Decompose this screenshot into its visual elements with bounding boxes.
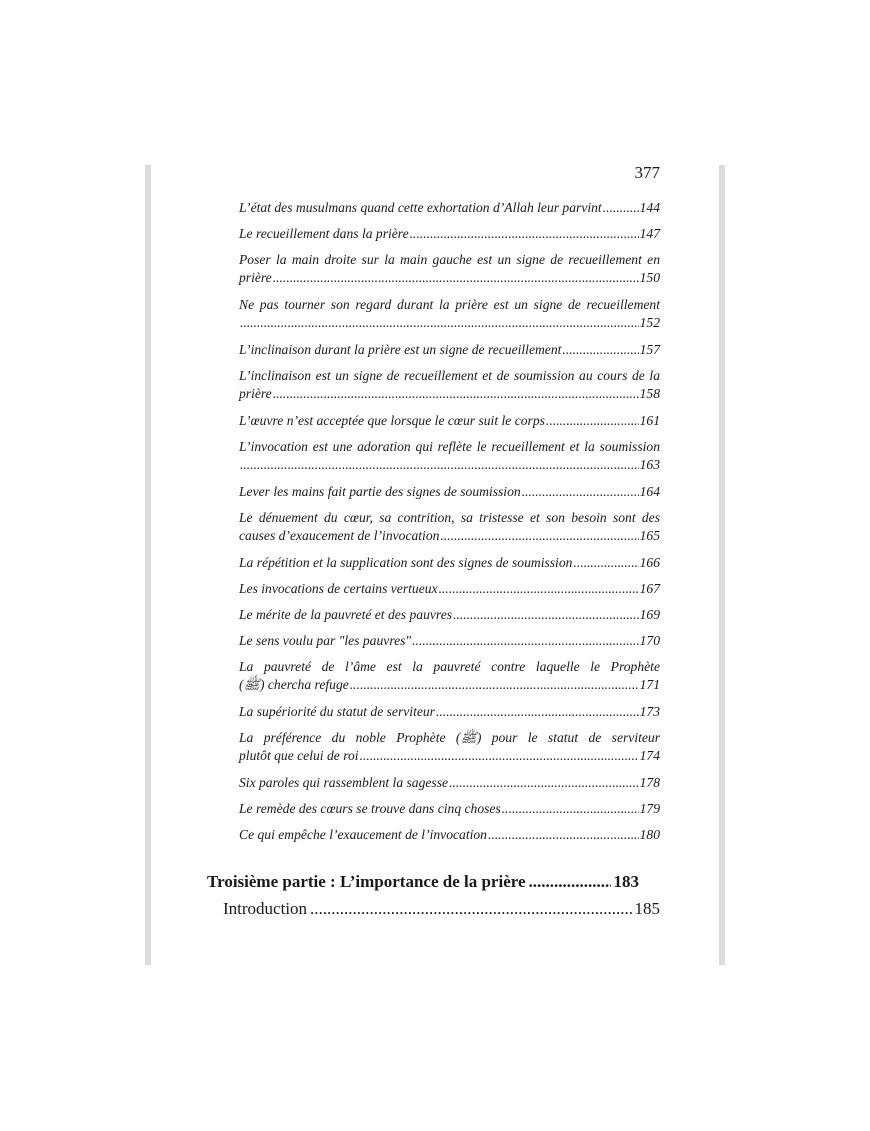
leader-dots	[562, 341, 638, 359]
toc-entry[interactable]	[239, 774, 660, 800]
toc-entry-title-line: Le sens voulu par "les pauvres"	[239, 633, 412, 648]
toc-entry[interactable]	[239, 800, 660, 826]
toc-entry-title-line: causes d’exaucement de l’invocation	[239, 528, 440, 543]
toc-entry-title-line: Poser la main droite sur la main gauche est un signe de recueillement en	[239, 252, 660, 267]
toc-entry-page: 167	[639, 581, 660, 596]
toc-entry-page: 157	[639, 342, 660, 357]
leader-dots	[240, 314, 639, 332]
toc-entry-page: 163	[639, 457, 660, 472]
toc-entry-page: 170	[639, 633, 660, 648]
toc-entry[interactable]	[239, 251, 660, 296]
leader-dots	[350, 676, 639, 694]
toc-entry-title-line: L’invocation est une adoration qui reflète le recueillement et la soumission	[239, 439, 660, 454]
toc-entry-page: 180	[639, 827, 660, 842]
section-page: 183	[613, 872, 639, 891]
toc-entry-page: 158	[639, 386, 660, 401]
toc-entry-title-line: Le mérite de la pauvreté et des pauvres	[239, 607, 453, 622]
leader-dots	[603, 199, 639, 217]
leader-dots	[440, 527, 638, 545]
toc-entry[interactable]	[239, 199, 660, 225]
leader-dots	[273, 385, 639, 403]
toc-entry-page: 164	[639, 484, 660, 499]
toc-entry[interactable]	[239, 225, 660, 251]
toc-entry-title-line: Lever les mains fait partie des signes de soumission	[239, 484, 521, 499]
toc-entry-page: 174	[639, 748, 660, 763]
toc-entry[interactable]	[239, 509, 660, 554]
leader-dots	[410, 225, 639, 243]
toc-entry[interactable]	[239, 296, 660, 341]
leader-dots	[240, 456, 639, 474]
introduction-page: 185	[634, 899, 660, 918]
section-heading[interactable]	[207, 871, 639, 893]
page-edge-right	[719, 165, 725, 965]
toc-entry-page: 179	[639, 801, 660, 816]
leader-dots	[439, 580, 639, 598]
toc-entry[interactable]	[239, 367, 660, 412]
leader-dots	[529, 871, 611, 893]
toc-entry-page: 147	[639, 226, 660, 241]
toc-entry-page: 144	[639, 200, 660, 215]
leader-dots	[310, 898, 631, 920]
table-of-contents	[239, 199, 660, 852]
toc-entry[interactable]	[239, 554, 660, 580]
page-edge-left	[145, 165, 151, 965]
toc-entry-page: 165	[639, 528, 660, 543]
toc-entry-page: 150	[639, 270, 660, 285]
toc-entry-title-line: L’œuvre n’est acceptée que lorsque le cœur suit le corps	[239, 413, 545, 428]
toc-entry[interactable]	[239, 658, 660, 703]
toc-entry[interactable]	[239, 412, 660, 438]
toc-entry-page: 166	[639, 555, 660, 570]
toc-entry-page: 171	[639, 677, 660, 692]
toc-entry-page: 161	[639, 413, 660, 428]
toc-entry-title-line: La répétition et la supplication sont des signes de soumission	[239, 555, 573, 570]
toc-entry-title-line: Six paroles qui rassemblent la sagesse	[239, 775, 449, 790]
leader-dots	[360, 747, 639, 765]
leader-dots	[273, 269, 639, 287]
leader-dots	[412, 632, 638, 650]
toc-entry[interactable]	[239, 438, 660, 483]
toc-entry-title-line: L’état des musulmans quand cette exhortation d’Allah leur parvint	[239, 200, 602, 215]
leader-dots	[449, 774, 639, 792]
leader-dots	[453, 606, 639, 624]
toc-entry[interactable]	[239, 341, 660, 367]
toc-entry-title-line: prière	[239, 386, 272, 401]
toc-entry-title-line: La pauvreté de l’âme est la pauvreté contre laquelle le Prophète	[239, 659, 660, 674]
introduction-entry[interactable]	[223, 898, 660, 920]
section-title: Troisième partie : L’importance de la prière	[207, 872, 526, 891]
toc-entry-page: 169	[639, 607, 660, 622]
toc-entry-title-line: L’inclinaison est un signe de recueillement et de soumission au cours de la	[239, 368, 660, 383]
toc-entry-title-line: Ce qui empêche l’exaucement de l’invocation	[239, 827, 487, 842]
toc-entry-page: 173	[639, 704, 660, 719]
toc-entry-title-line: plutôt que celui de roi	[239, 748, 359, 763]
leader-dots	[522, 483, 639, 501]
toc-entry-title-line: Le remède des cœurs se trouve dans cinq choses	[239, 801, 501, 816]
page-number: 377	[634, 163, 660, 182]
introduction-title: Introduction	[223, 899, 308, 918]
leader-dots	[573, 554, 638, 572]
toc-entry[interactable]	[239, 483, 660, 509]
leader-dots	[546, 412, 639, 430]
toc-entry[interactable]	[239, 703, 660, 729]
toc-entry[interactable]	[239, 826, 660, 852]
toc-entry-title-line: (ﷺ) chercha refuge	[239, 677, 349, 692]
toc-entry[interactable]	[239, 606, 660, 632]
toc-entry-title-line: La préférence du noble Prophète (ﷺ) pour le statut de serviteur	[239, 730, 660, 745]
toc-entry-title-line: Le recueillement dans la prière	[239, 226, 409, 241]
toc-entry[interactable]	[239, 580, 660, 606]
toc-entry-title-line: La supériorité du statut de serviteur	[239, 704, 435, 719]
toc-entry[interactable]	[239, 729, 660, 774]
toc-entry[interactable]	[239, 632, 660, 658]
toc-entry-title-line: Les invocations de certains vertueux	[239, 581, 438, 596]
toc-entry-page: 152	[639, 315, 660, 330]
toc-entry-title-line: Ne pas tourner son regard durant la prière est un signe de recueillement	[239, 297, 660, 312]
leader-dots	[488, 826, 639, 844]
toc-entry-title-line: prière	[239, 270, 272, 285]
leader-dots	[436, 703, 639, 721]
leader-dots	[502, 800, 639, 818]
toc-entry-title-line: Le dénuement du cœur, sa contrition, sa tristesse et son besoin sont des	[239, 510, 660, 525]
toc-entry-title-line: L’inclinaison durant la prière est un signe de recueillement	[239, 342, 562, 357]
toc-entry-page: 178	[639, 775, 660, 790]
